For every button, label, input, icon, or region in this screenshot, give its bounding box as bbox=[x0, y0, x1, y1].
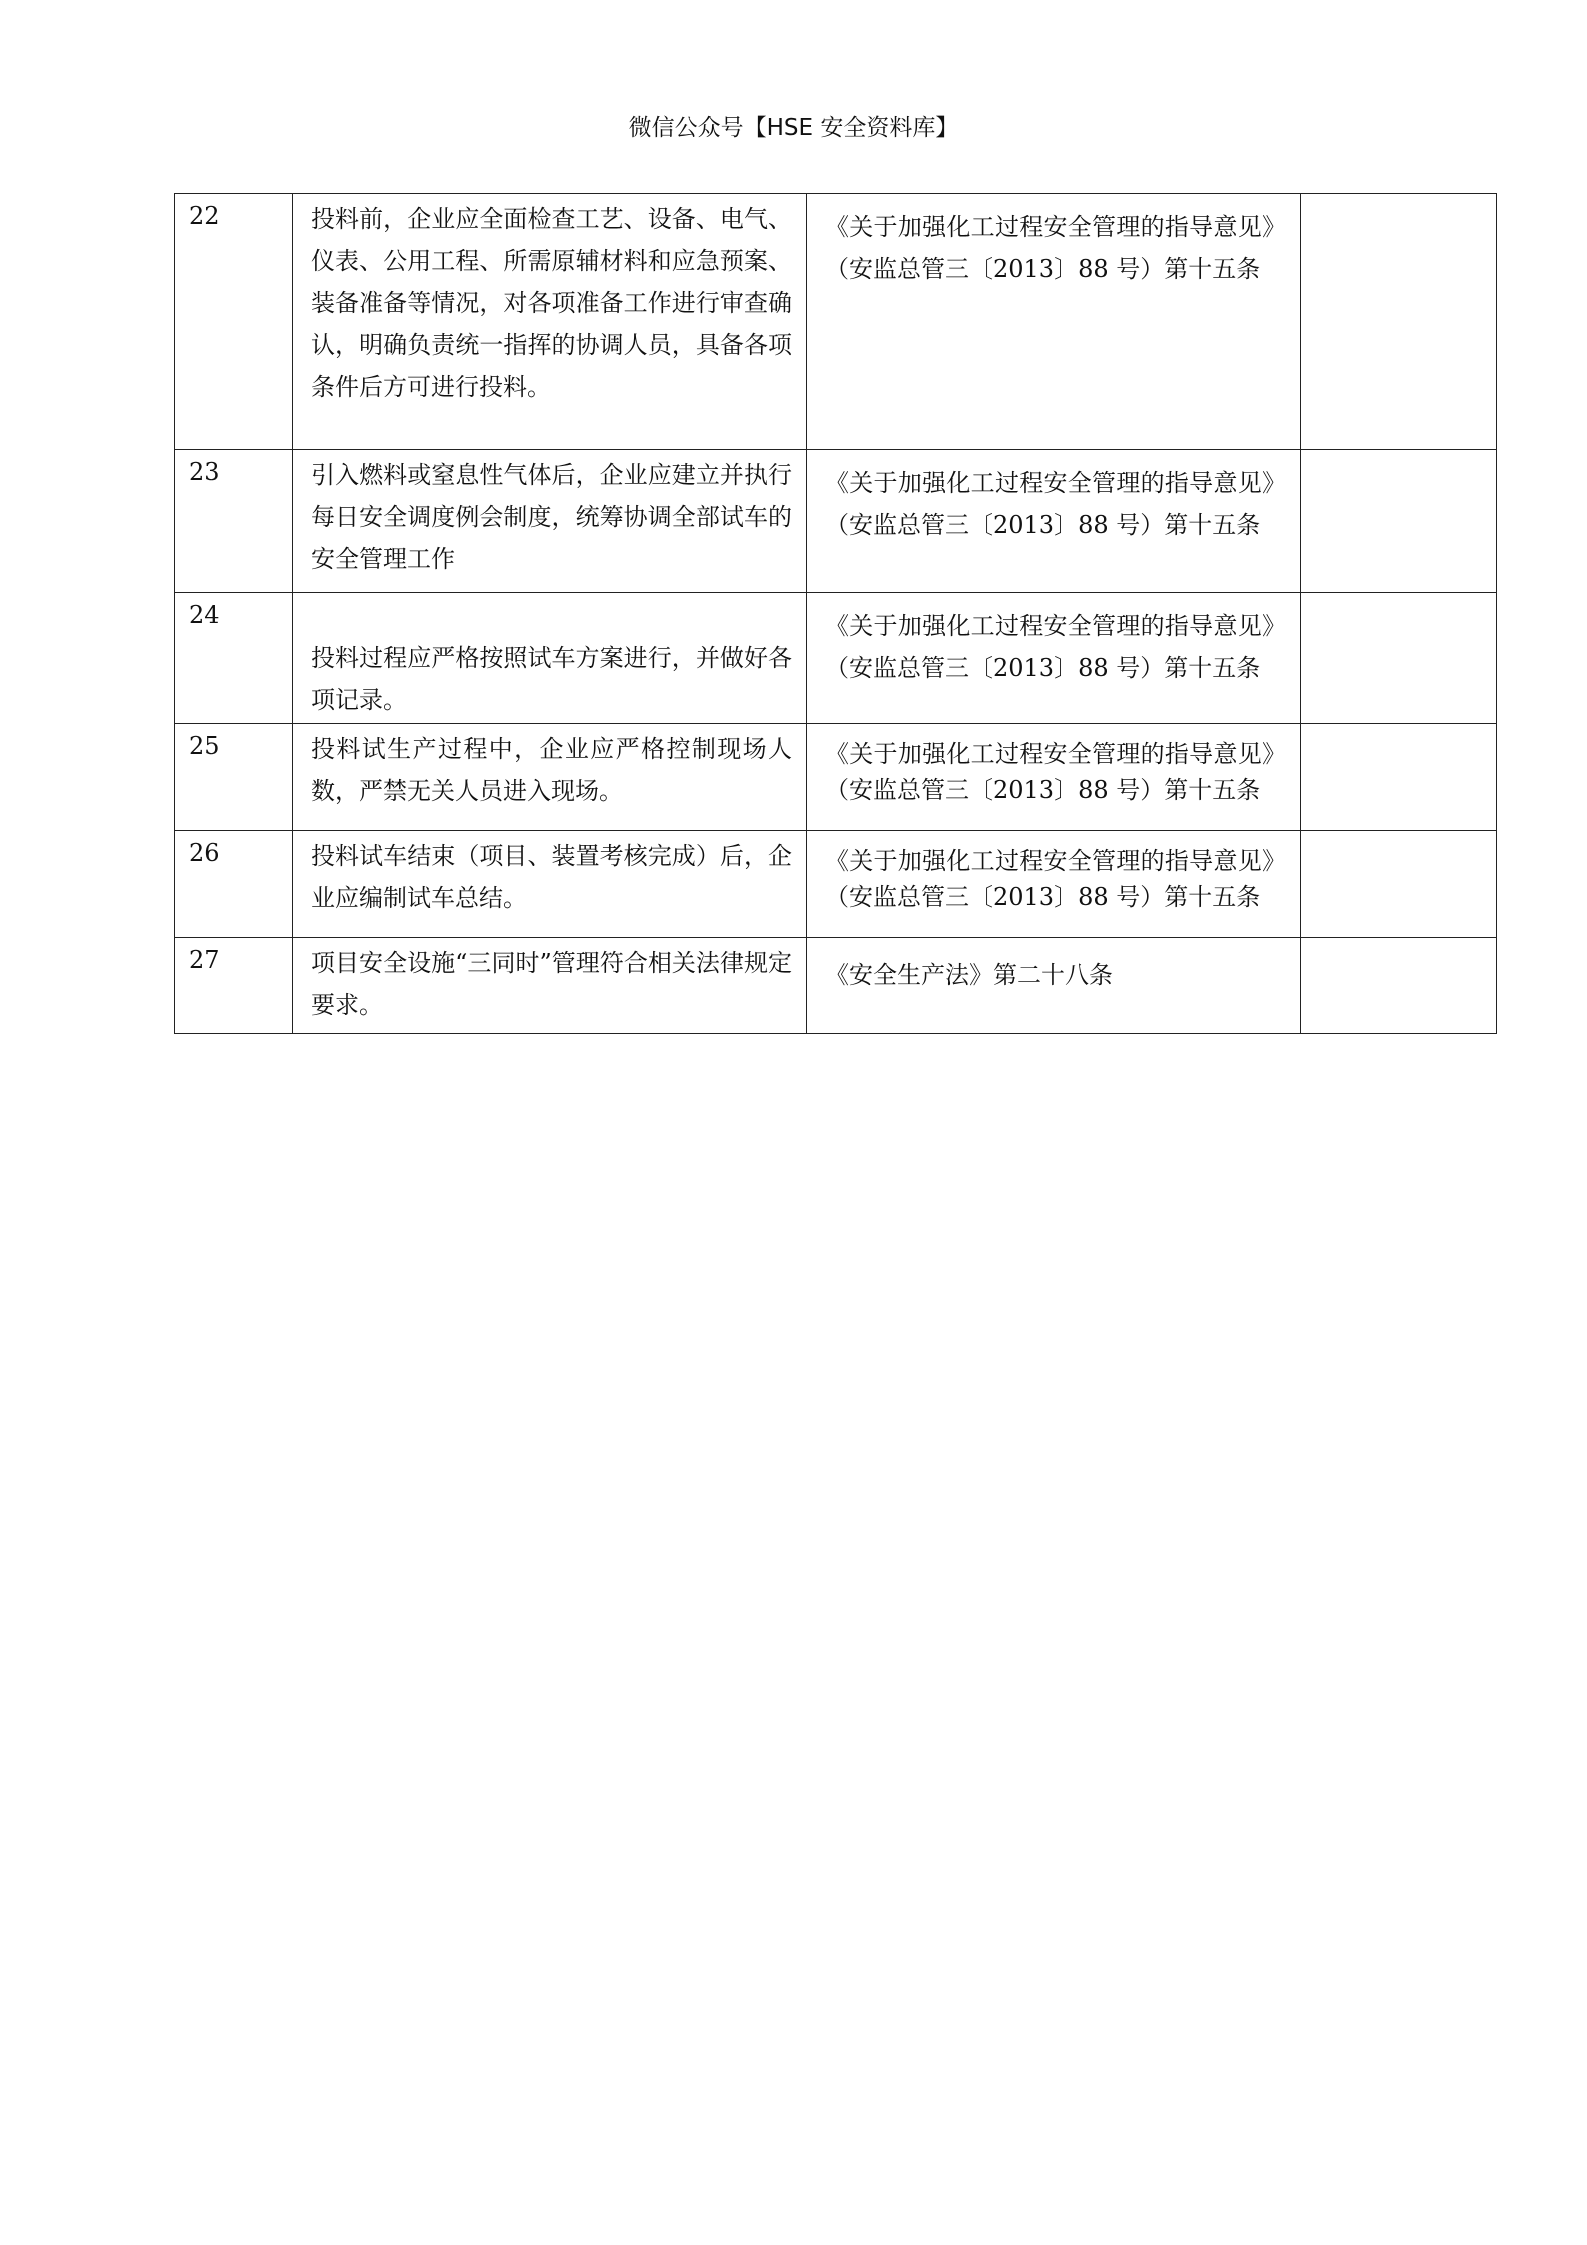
requirement-cell: 项目安全设施“三同时”管理符合相关法律规定要求。 bbox=[293, 938, 807, 1034]
remark-cell bbox=[1301, 450, 1497, 593]
requirement-cell: 投料试车结束（项目、装置考核完成）后，企业应编制试车总结。 bbox=[293, 831, 807, 938]
row-number: 24 bbox=[175, 593, 293, 724]
row-number: 27 bbox=[175, 938, 293, 1034]
basis-cell: 《关于加强化工过程安全管理的指导意见》（安监总管三〔2013〕88 号）第十五条 bbox=[807, 450, 1301, 593]
page-header: 微信公众号【HSE 安全资料库】 bbox=[628, 115, 959, 141]
basis-cell: 《关于加强化工过程安全管理的指导意见》（安监总管三〔2013〕88 号）第十五条 bbox=[807, 593, 1301, 724]
basis-cell: 《关于加强化工过程安全管理的指导意见》（安监总管三〔2013〕88 号）第十五条 bbox=[807, 724, 1301, 831]
requirement-cell: 投料过程应严格按照试车方案进行，并做好各项记录。 bbox=[293, 593, 807, 724]
table-row bbox=[175, 450, 1497, 593]
table-row bbox=[175, 938, 1497, 1034]
row-number: 22 bbox=[175, 194, 293, 450]
remark-cell bbox=[1301, 194, 1497, 450]
basis-cell: 《安全生产法》第二十八条 bbox=[807, 938, 1301, 1034]
table-row bbox=[175, 194, 1497, 450]
remark-cell bbox=[1301, 724, 1497, 831]
row-number: 25 bbox=[175, 724, 293, 831]
row-number: 26 bbox=[175, 831, 293, 938]
table-row bbox=[175, 724, 1497, 831]
requirement-cell: 投料前，企业应全面检查工艺、设备、电气、仪表、公用工程、所需原辅材料和应急预案、装备准备等情况，对各项准备工作进行审查确认，明确负责统一指挥的协调人员，具备各项条件后方可进行投料。 bbox=[293, 194, 807, 450]
checklist-table bbox=[174, 193, 1497, 1034]
remark-cell bbox=[1301, 938, 1497, 1034]
table-row bbox=[175, 593, 1497, 724]
remark-cell bbox=[1301, 593, 1497, 724]
basis-cell: 《关于加强化工过程安全管理的指导意见》（安监总管三〔2013〕88 号）第十五条 bbox=[807, 194, 1301, 450]
table-row bbox=[175, 831, 1497, 938]
remark-cell bbox=[1301, 831, 1497, 938]
row-number: 23 bbox=[175, 450, 293, 593]
basis-cell: 《关于加强化工过程安全管理的指导意见》（安监总管三〔2013〕88 号）第十五条 bbox=[807, 831, 1301, 938]
requirement-cell: 引入燃料或窒息性气体后，企业应建立并执行每日安全调度例会制度，统筹协调全部试车的安全管理工作 bbox=[293, 450, 807, 593]
requirement-cell: 投料试生产过程中，企业应严格控制现场人数，严禁无关人员进入现场。 bbox=[293, 724, 807, 831]
